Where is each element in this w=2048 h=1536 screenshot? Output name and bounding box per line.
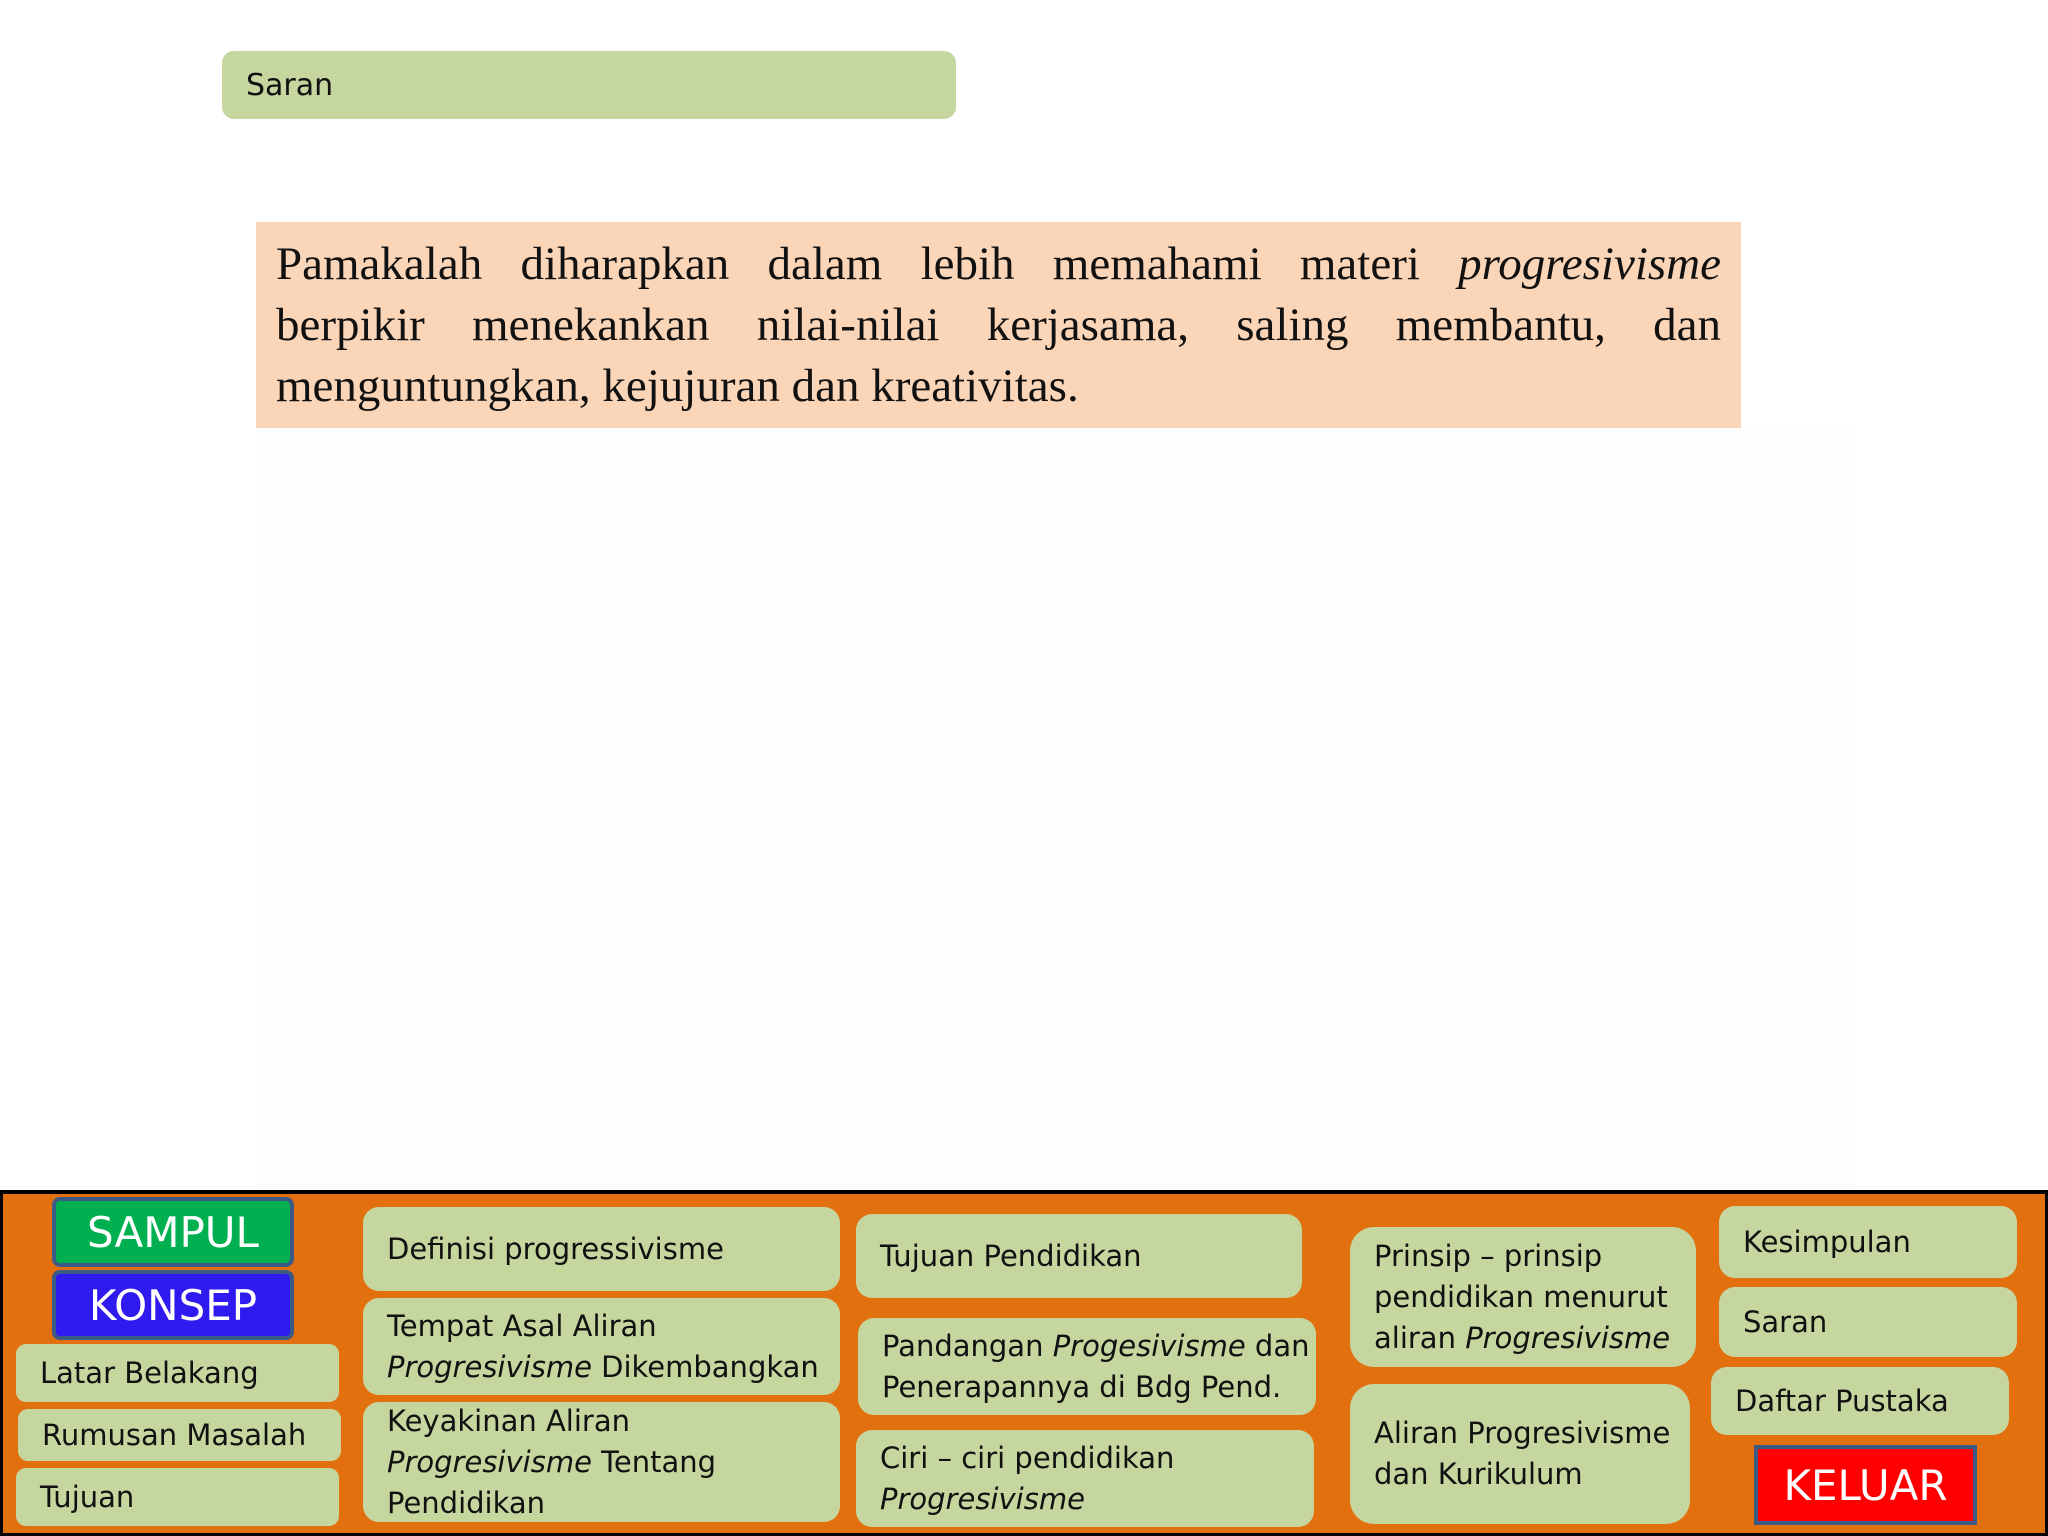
rumusan-masalah-label: Rumusan Masalah (42, 1417, 307, 1452)
navigation-bar (0, 1190, 2048, 1536)
sampul-label: SAMPUL (87, 1207, 259, 1257)
latar-belakang-label: Latar Belakang (40, 1355, 259, 1390)
definisi-label: Definisi progressivisme (387, 1231, 724, 1266)
konsep-label: KONSEP (88, 1280, 258, 1330)
tempat-asal-line2 (387, 1347, 819, 1388)
tujuan-label: Tujuan (40, 1479, 135, 1514)
prinsip-italic: Progresivisme (1465, 1320, 1671, 1355)
kesimpulan-label: Kesimpulan (1743, 1224, 1911, 1259)
pandangan-line1 (882, 1326, 1310, 1367)
tempat-asal-line1: Tempat Asal Aliran (387, 1308, 657, 1343)
keyakinan-rest: Tentang (591, 1444, 717, 1479)
tempat-asal-button[interactable] (363, 1298, 840, 1395)
page-title (222, 51, 956, 119)
pandangan-button[interactable] (858, 1318, 1316, 1415)
slide-area (256, 430, 1856, 1190)
daftar-pustaka-label: Daftar Pustaka (1735, 1383, 1949, 1418)
keluar-button[interactable] (1754, 1445, 1977, 1525)
aliran-kurikulum-button[interactable] (1350, 1384, 1690, 1524)
content-text-2: berpikir menekankan nilai-nilai kerjasama, saling membantu, dan menguntungkan, kejujuran dan kreativitas. (276, 299, 1721, 412)
konsep-button[interactable] (52, 1270, 294, 1340)
pandangan-post: dan (1245, 1328, 1310, 1363)
aliran-line2: dan Kurikulum (1374, 1457, 1583, 1491)
content-text-1: Pamakalah diharapkan dalam lebih memahami materi (276, 238, 1459, 290)
ciri-italic: Progresivisme (880, 1481, 1085, 1516)
prinsip-pre3: aliran (1374, 1320, 1466, 1355)
saran-button[interactable] (1719, 1287, 2017, 1357)
sampul-button[interactable] (52, 1197, 294, 1267)
keyakinan-button[interactable] (363, 1402, 840, 1522)
pandangan-italic: Progesivisme (1052, 1328, 1246, 1363)
keyakinan-italic: Progresivisme (387, 1444, 592, 1479)
prinsip-button[interactable] (1350, 1227, 1696, 1367)
saran-label: Saran (1743, 1304, 1828, 1339)
kesimpulan-button[interactable] (1719, 1206, 2017, 1278)
prinsip-line3 (1374, 1318, 1672, 1359)
tujuan-pendidikan-button[interactable] (856, 1214, 1302, 1298)
page-title-text: Saran (246, 67, 334, 103)
keyakinan-line3: Pendidikan (387, 1485, 546, 1520)
definisi-button[interactable] (363, 1207, 840, 1291)
daftar-pustaka-button[interactable] (1711, 1367, 2009, 1435)
rumusan-masalah-button[interactable] (18, 1409, 341, 1461)
prinsip-line1: Prinsip – prinsip (1374, 1238, 1603, 1273)
tujuan-pendidikan-label: Tujuan Pendidikan (880, 1238, 1142, 1273)
pandangan-pre: Pandangan (882, 1328, 1053, 1363)
keyakinan-line2 (387, 1442, 816, 1483)
latar-belakang-button[interactable] (16, 1344, 339, 1402)
ciri-line1: Ciri – ciri pendidikan (880, 1440, 1175, 1475)
tempat-asal-italic: Progresivisme (387, 1349, 592, 1384)
prinsip-line2: pendidikan menurut (1374, 1279, 1668, 1314)
tujuan-button[interactable] (16, 1468, 339, 1526)
content-text-italic: progresivisme (1458, 238, 1721, 290)
keyakinan-line1: Keyakinan Aliran (387, 1403, 630, 1438)
pandangan-line2: Penerapannya di Bdg Pend. (882, 1369, 1282, 1404)
ciri-button[interactable] (856, 1430, 1314, 1527)
content-paragraph (256, 222, 1741, 428)
aliran-line1: Aliran Progresivisme (1374, 1416, 1671, 1450)
keluar-label: KELUAR (1783, 1460, 1948, 1510)
tempat-asal-rest: Dikembangkan (591, 1349, 819, 1384)
